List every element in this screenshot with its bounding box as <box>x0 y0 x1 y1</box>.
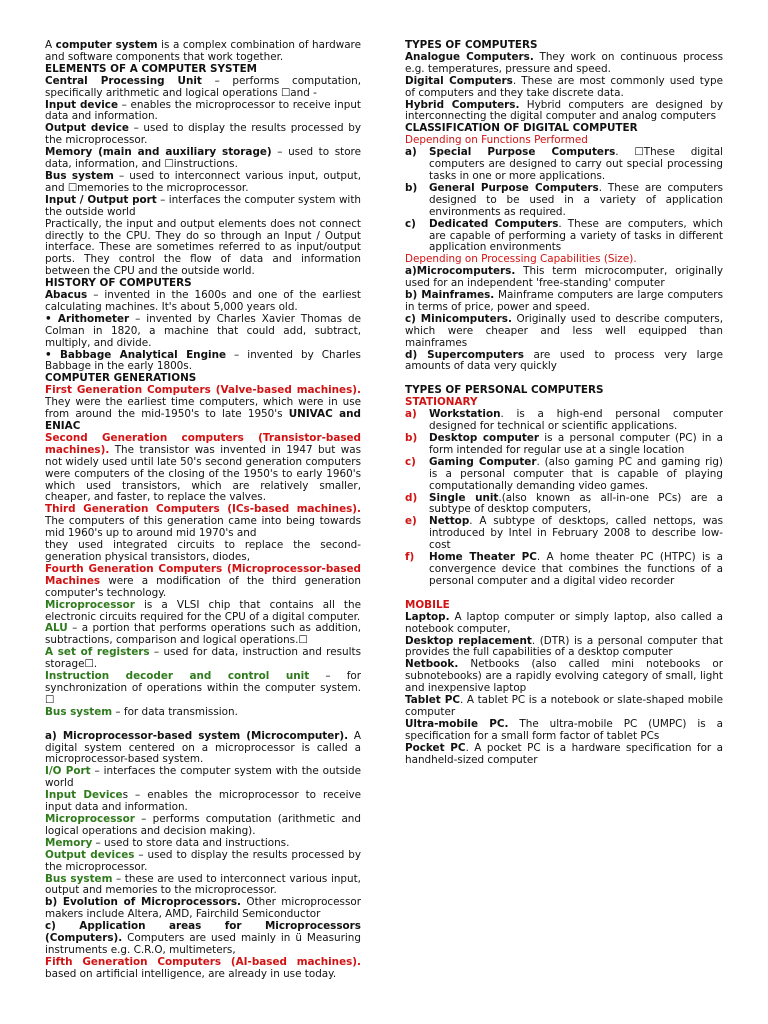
gen3-continued: they used integrated circuits to replace the second-generation physical transistors, diodes, <box>45 539 361 563</box>
bus-interconnect-paragraph: Bus system – these are used to interconnect various input, output and memories to the microprocessor. <box>45 872 361 897</box>
application-areas-paragraph: c) Application areas for Microprocessors (Computers). Computers are used mainly in ü Measuring instruments e.g. C.R.O, multimeters, <box>45 920 361 956</box>
bus-system-paragraph: Bus system – used to interconnect various input, output, and ☐memories to the microprocessor. <box>45 169 361 194</box>
memory-paragraph: Memory (main and auxiliary storage) – used to store data, information, and ☐instructions. <box>45 146 361 171</box>
io-port-paragraph: Input / Output port – interfaces the computer system with the outside world <box>45 193 361 218</box>
output-device-paragraph: Output device – used to display the results processed by the microprocessor. <box>45 122 361 147</box>
list-item: e) Nettop. A subtype of desktops, called nettops, was introduced by Intel in February 2008 to describe low-cost <box>405 515 723 552</box>
evolution-paragraph: b) Evolution of Microprocessors. Other microprocessor makers include Altera, AMD, Fairchild Semiconductor <box>45 896 361 921</box>
heading-types: TYPES OF COMPUTERS <box>405 40 538 51</box>
list-item: a) Workstation. is a high-end personal computer designed for technical or scientific applications. <box>405 408 723 433</box>
list-item: f) Home Theater PC. A home theater PC (HTPC) is a convergence device that combines the functions of a personal computer and a digital video recorder <box>405 551 723 587</box>
analogue-paragraph: Analogue Computers. They work on continuous process e.g. temperatures, pressure and speed. <box>405 50 723 75</box>
abacus-paragraph: Abacus – invented in the 1600s and one of the earliest calculating machines. It's about 5,000 years old. <box>45 289 361 313</box>
input-device-paragraph: Input device – enables the microprocessor to receive input data and information. <box>45 98 361 123</box>
intro-paragraph: A computer system is a complex combination of hardware and software components that work together. <box>45 40 361 63</box>
subheading-size: Depending on Processing Capabilities (Size). <box>405 253 637 266</box>
heading-classification: CLASSIFICATION OF DIGITAL COMPUTER <box>405 122 638 135</box>
pocket-pc-paragraph: Pocket PC. A pocket PC is a hardware specification for a handheld-sized computer <box>405 741 723 766</box>
gen3-paragraph: Third Generation Computers (ICs-based machines). The computers of this generation came into being towards mid 1960's up to around mid 1970's and <box>45 503 361 540</box>
hybrid-paragraph: Hybrid Computers. Hybrid computers are designed by interconnecting the digital computer and analog computers <box>405 98 723 123</box>
alu-paragraph: ALU – a portion that performs operations such as addition, subtractions, comparison and logical operations.☐ <box>45 622 361 647</box>
desktop-replacement-paragraph: Desktop replacement. (DTR) is a personal computer that provides the full capabilities of a desktop computer <box>405 634 723 659</box>
list-item: c) Dedicated Computers. These are computers, which are capable of performing a variety of tasks in different application environments <box>405 217 723 254</box>
registers-paragraph: A set of registers – used for data, instruction and results storage☐. <box>45 646 361 671</box>
laptop-paragraph: Laptop. A laptop computer or simply laptop, also called a notebook computer, <box>405 610 723 635</box>
gen2-paragraph: Second Generation computers (Transistor-based machines). The transistor was invented in 1947 but was not widely used until late 50's second generation computers were computers of the closing of the 1950's to early 1960's which used transistors, which are relatively smaller, cheaper, and faster, to replace the valves. <box>45 431 361 504</box>
mainframes-paragraph: b) Mainframes. Mainframe computers are large computers in terms of price, power and speed. <box>405 289 723 313</box>
list-item: a) Special Purpose Computers. ☐These digital computers are designed to carry out special processing tasks in one or more applications. <box>405 146 723 182</box>
gen1-paragraph: First Generation Computers (Valve-based machines). They were the earliest time computers, which were in use from around the mid-1950's to late 1950's UNIVAC and ENIAC <box>45 384 361 432</box>
subheading-mobile: MOBILE <box>405 598 450 611</box>
netbook-paragraph: Netbook. Netbooks (also called mini notebooks or subnotebooks) are a rapidly evolving category of small, light and inexpensive laptop <box>405 658 723 695</box>
cpu-paragraph: Central Processing Unit – performs computation, specifically arithmetic and logical operations ☐and - <box>45 74 361 99</box>
io-port-interface-paragraph: I/O Port – interfaces the computer system with the outside world <box>45 765 361 790</box>
list-item: b) General Purpose Computers. These are computers designed to be used in a variety of application environments as required. <box>405 181 723 218</box>
microprocessor-computation-paragraph: Microprocessor – performs computation (arithmetic and logical operations and decision making). <box>45 813 361 837</box>
supercomputers-paragraph: d) Supercomputers are used to process very large amounts of data very quickly <box>405 348 723 373</box>
heading-generations: COMPUTER GENERATIONS <box>45 372 197 385</box>
output-devices-paragraph: Output devices – used to display the results processed by the microprocessor. <box>45 848 361 873</box>
umpc-paragraph: Ultra-mobile PC. The ultra-mobile PC (UMPC) is a specification for a small form factor of tablet PCs <box>405 717 723 742</box>
arithometer-paragraph: • Arithometer – invented by Charles Xavier Thomas de Colman in 1820, a machine that could add, subtract, multiply, and divide. <box>45 312 361 349</box>
heading-personal: TYPES OF PERSONAL COMPUTERS <box>405 384 604 397</box>
list-item: d) Single unit.(also known as all-in-one PCs) are a subtype of desktop computers, <box>405 491 723 516</box>
minicomputers-paragraph: c) Minicomputers. Originally used to describe computers, which were cheaper and less well equipped than mainframes <box>405 312 723 349</box>
practically-paragraph: Practically, the input and output elements does not connect directly to the CPU. They do so through an Input / Output interface. These are sometimes referred to as input/output ports. They control the flow of data and information between the CPU and the outside world. <box>45 217 361 278</box>
gen4-paragraph: Fourth Generation Computers (Microprocessor-based Machines were a modification of the third generation computer's technology. <box>45 562 361 599</box>
gen5-paragraph: Fifth Generation Computers (AI-based machines). based on artificial intelligence, are already in use today. <box>45 955 361 980</box>
input-devices-paragraph: Input Devices – enables the microprocessor to receive input data and information. <box>45 789 361 814</box>
left-column <box>45 40 361 1016</box>
tablet-paragraph: Tablet PC. A tablet PC is a notebook or slate-shaped mobile computer <box>405 694 723 718</box>
microcomputer-paragraph: a) Microprocessor-based system (Microcomputer). A digital system centered on a microprocessor is called a microprocessor-based system. <box>45 729 361 766</box>
spacer <box>405 588 723 600</box>
digital-paragraph: Digital Computers. These are most commonly used type of computers and they take discrete data. <box>405 74 723 99</box>
right-column <box>405 40 723 1016</box>
memory-storage-paragraph: Memory – used to store data and instructions. <box>45 836 290 849</box>
subheading-stationary: STATIONARY <box>405 396 478 409</box>
subheading-functions: Depending on Functions Performed <box>405 134 588 147</box>
list-item: c) Gaming Computer. (also gaming PC and gaming rig) is a personal computer that is capable of playing computationally demanding video games. <box>405 455 723 492</box>
bus-transmission-paragraph: Bus system – for data transmission. <box>45 705 238 718</box>
list-item: b) Desktop computer is a personal computer (PC) in a form intended for regular use at a single location <box>405 432 723 456</box>
instruction-decoder-paragraph: Instruction decoder and control unit – for synchronization of operations within the computer system. ☐ <box>45 670 361 706</box>
babbage-paragraph: • Babbage Analytical Engine – invented by Charles Babbage in the early 1800s. <box>45 348 361 373</box>
microprocessor-paragraph: Microprocessor is a VLSI chip that contains all the electronic circuits required for the CPU of a digital computer. <box>45 598 361 623</box>
microcomputers-paragraph: a)Microcomputers. This term microcomputer, originally used for an independent 'free-standing' computer <box>405 265 723 290</box>
heading-history: HISTORY OF COMPUTERS <box>45 277 192 290</box>
heading-elements: ELEMENTS OF A COMPUTER SYSTEM <box>45 62 258 75</box>
